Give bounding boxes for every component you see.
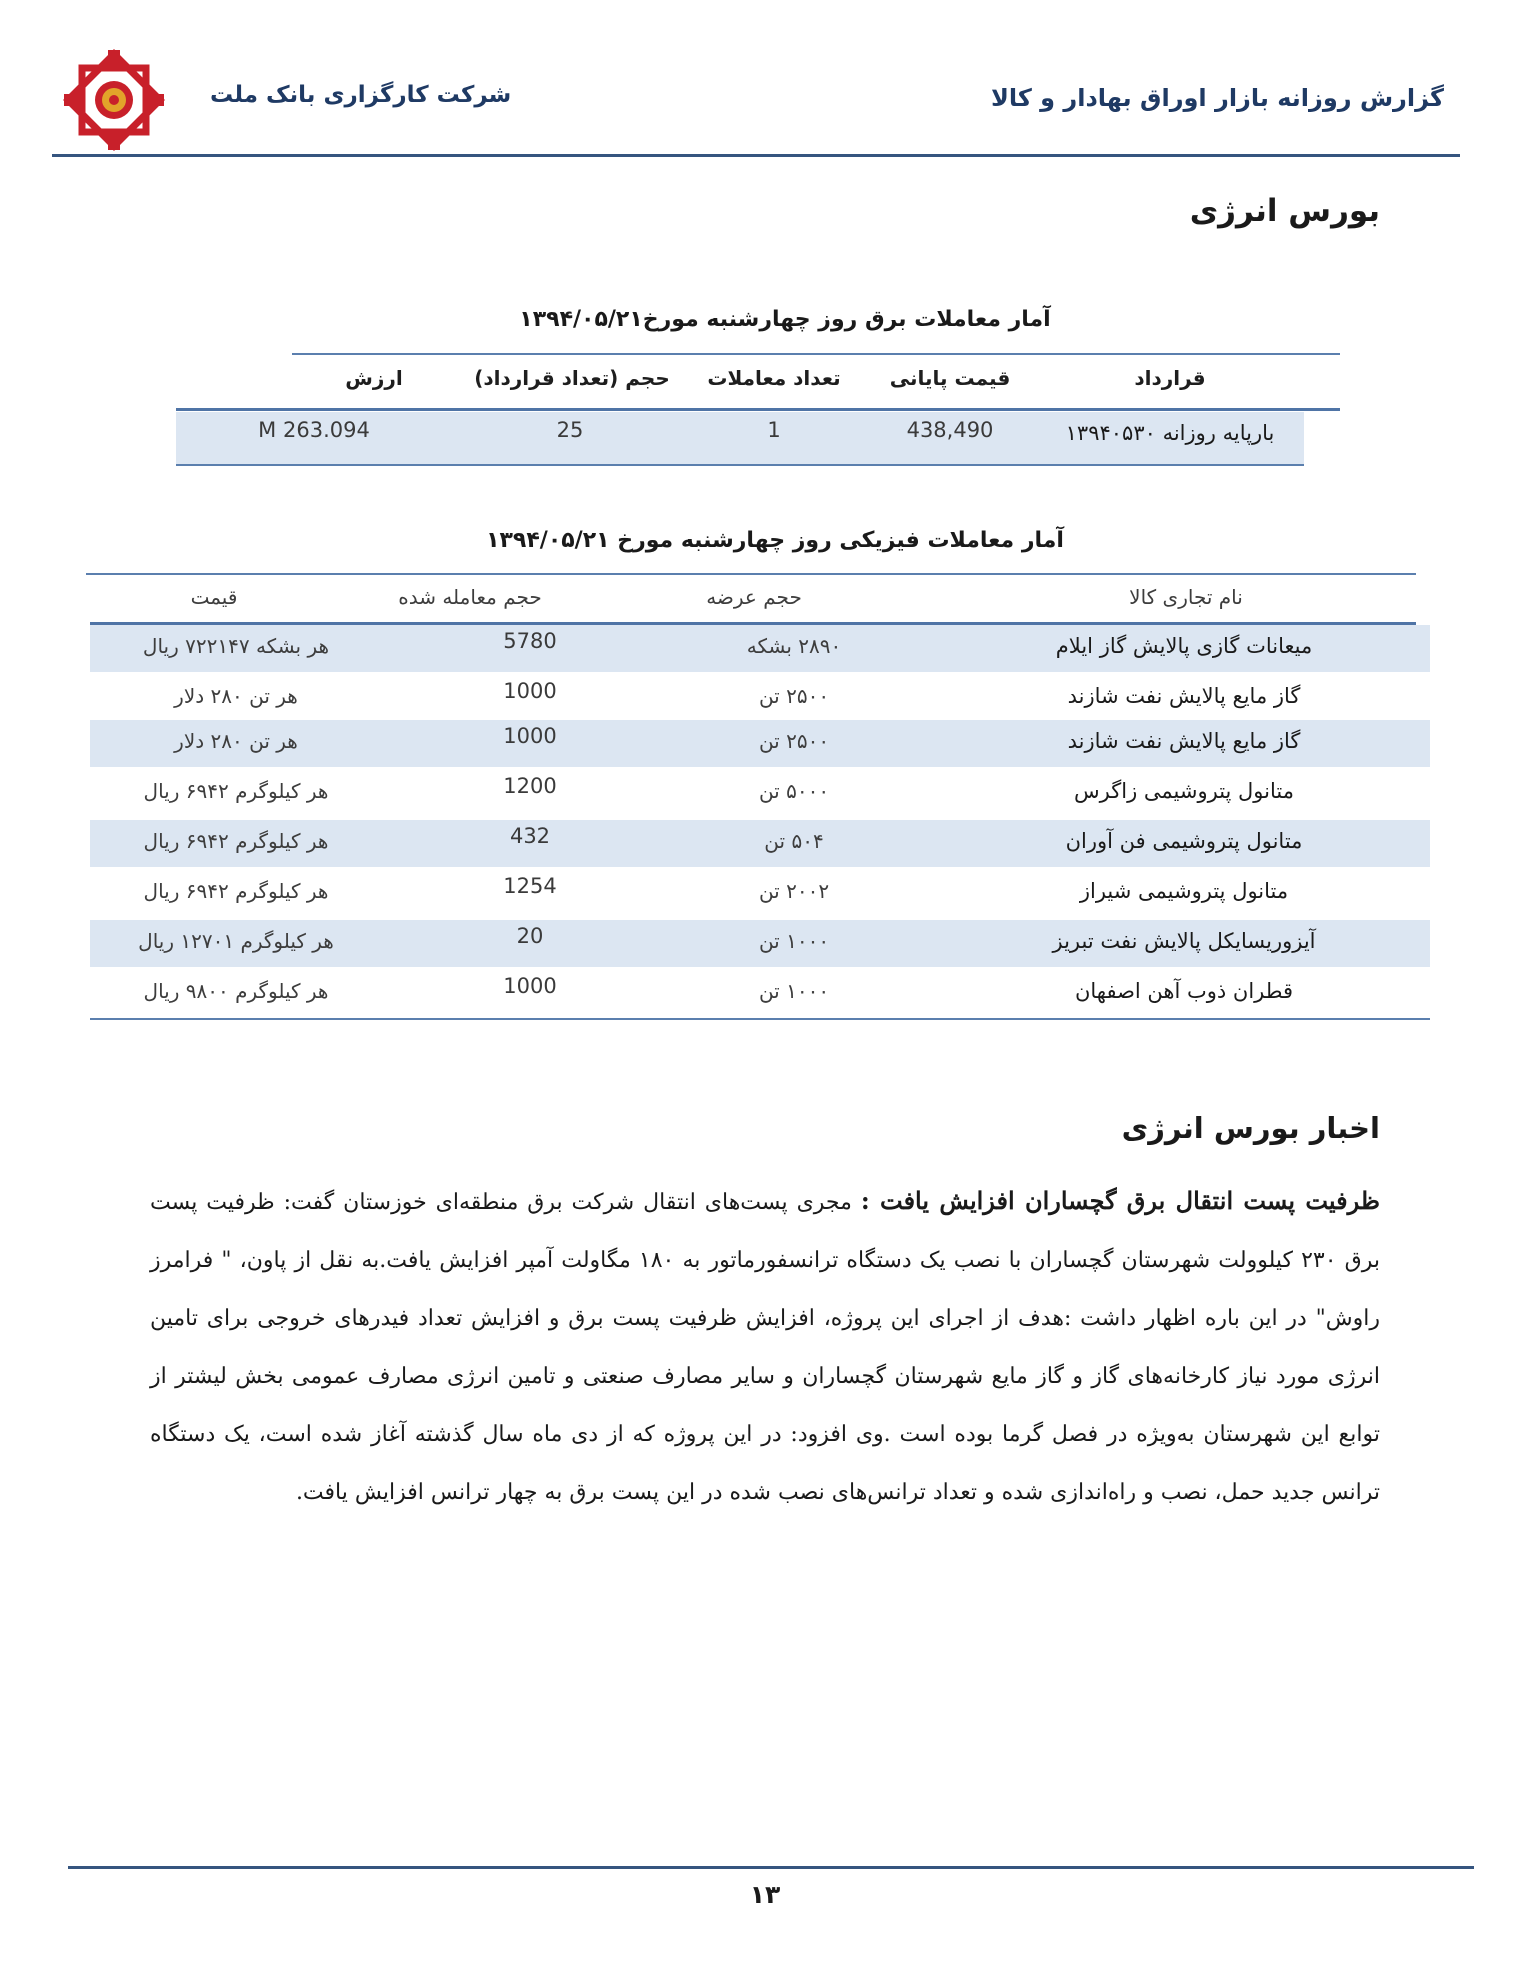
physical-cell-name: متانول پتروشیمی فن آوران	[1065, 829, 1303, 853]
section-title: بورس انرژی	[1189, 193, 1380, 229]
physical-cell-traded: 5780	[503, 629, 557, 653]
physical-cell-price: هر بشکه ۷۲۲۱۴۷ ریال	[142, 634, 330, 658]
physical-cell-price: هر کیلوگرم ۱۲۷۰۱ ریال	[138, 929, 334, 953]
physical-header-supply: حجم عرضه	[706, 585, 802, 609]
power-table-top-rule	[292, 353, 1340, 355]
power-header-trade-count: تعداد معاملات	[707, 366, 841, 390]
physical-table-caption: آمار معاملات فیزیکی روز چهارشنبه مورخ ۱۳۹۴/۰۵/۲۱	[486, 528, 1064, 553]
physical-cell-name: قطران ذوب آهن اصفهان	[1074, 979, 1294, 1003]
physical-cell-supply: ۵۰۰۰ تن	[758, 779, 830, 803]
physical-table-bottom-rule	[90, 1018, 1430, 1020]
header-divider	[52, 154, 1460, 157]
news-headline: ظرفیت پست انتقال برق گچساران افزایش یافت :	[860, 1186, 1380, 1215]
physical-cell-traded: 1254	[503, 874, 557, 898]
page-number: ۱۳	[749, 1880, 781, 1909]
physical-cell-name: متانول پتروشیمی شیراز	[1079, 879, 1289, 903]
power-table-header-rule	[176, 408, 1340, 411]
report-title: گزارش روزانه بازار اوراق بهادار و کالا	[990, 84, 1444, 112]
physical-cell-supply: ۱۰۰۰ تن	[758, 979, 830, 1003]
physical-cell-name: گاز مایع پالایش نفت شازند	[1067, 684, 1301, 708]
company-name: شرکت کارگزاری بانک ملت	[210, 82, 512, 108]
power-header-final-price: قیمت پایانی	[889, 366, 1011, 390]
physical-cell-name: آیزوریسایکل پالایش نفت تبریز	[1052, 929, 1316, 953]
power-cell-volume: 25	[556, 418, 584, 442]
physical-cell-price: هر کیلوگرم ۶۹۴۲ ریال	[143, 879, 329, 903]
power-cell-final-price: 438,490	[906, 418, 994, 442]
power-header-value: ارزش	[345, 366, 403, 390]
physical-cell-traded: 432	[509, 824, 551, 848]
physical-cell-supply: ۲۵۰۰ تن	[758, 729, 830, 753]
physical-cell-name: میعانات گازی پالایش گاز ایلام	[1055, 634, 1313, 658]
physical-cell-price: هر کیلوگرم ۹۸۰۰ ریال	[143, 979, 329, 1003]
physical-table-top-rule	[86, 573, 1416, 575]
power-header-contract: قرارداد	[1134, 366, 1206, 390]
physical-cell-supply: ۲۵۰۰ تن	[758, 684, 830, 708]
physical-header-traded: حجم معامله شده	[398, 585, 542, 609]
physical-cell-traded: 1000	[503, 724, 557, 748]
physical-cell-supply: ۲۸۹۰ بشکه	[746, 634, 842, 658]
power-header-volume: حجم (تعداد قرارداد)	[474, 366, 670, 390]
physical-cell-price: هر کیلوگرم ۶۹۴۲ ریال	[143, 829, 329, 853]
physical-cell-supply: ۱۰۰۰ تن	[758, 929, 830, 953]
footer-divider	[68, 1866, 1474, 1869]
physical-cell-price: هر تن ۲۸۰ دلار	[174, 684, 298, 708]
physical-cell-name: گاز مایع پالایش نفت شازند	[1067, 729, 1301, 753]
physical-cell-supply: ۵۰۴ تن	[764, 829, 824, 853]
power-cell-trade-count: 1	[767, 418, 781, 442]
news-body-text: مجری پست‌های انتقال شرکت برق منطقه‌ای خوزستان گفت: ظرفیت پست برق ۲۳۰ کیلوولت شهرستان گچساران با نصب یک دستگاه ترانسفورماتور به ۱۸۰ مگاولت آمپر افزایش یافت.به نقل از پاون، " فرامرز راوش" در این باره اظهار داشت :هدف از اجرای این پروژه، افزایش ظرفیت پست برق و افزایش تعداد فیدرهای خروجی برای تامین انرژی مورد نیاز کارخانه‌های گاز و گاز مایع شهرستان گچساران و سایر مصارف صنعتی و تامین انرژی مصارف عمومی بخش لیشتر از توابع این شهرستان به‌ویژه در فصل گرما بوده است .وی افزود: در این پروژه که از دی ماه سال گذشته آغاز شده است، یک دستگاه ترانس جدید حمل، نصب و راه‌اندازی شده و تعداد ترانس‌های نصب شده در این پست برق به چهار ترانس افزایش یافت.	[150, 1190, 1380, 1505]
physical-cell-traded: 1200	[503, 774, 557, 798]
physical-cell-supply: ۲۰۰۲ تن	[758, 879, 830, 903]
physical-cell-traded: 1000	[503, 679, 557, 703]
physical-header-price: قیمت	[190, 585, 238, 609]
physical-cell-price: هر کیلوگرم ۶۹۴۲ ریال	[143, 779, 329, 803]
physical-cell-name: متانول پتروشیمی زاگرس	[1074, 779, 1294, 803]
physical-cell-traded: 20	[516, 924, 544, 948]
power-table-bottom-rule	[176, 464, 1304, 466]
power-cell-contract: بارپایه روزانه ۱۳۹۴۰۵۳۰	[1065, 421, 1275, 445]
physical-cell-traded: 1000	[503, 974, 557, 998]
news-article	[150, 1172, 1380, 1522]
news-title: اخبار بورس انرژی	[1121, 1111, 1380, 1145]
power-cell-value: 263.094 M	[258, 418, 370, 442]
physical-header-name: نام تجاری کالا	[1129, 585, 1243, 609]
physical-cell-price: هر تن ۲۸۰ دلار	[174, 729, 298, 753]
bank-mellat-logo	[62, 48, 166, 152]
power-table-caption: آمار معاملات برق روز چهارشنبه مورخ۱۳۹۴/۰۵/۲۱	[519, 307, 1051, 332]
